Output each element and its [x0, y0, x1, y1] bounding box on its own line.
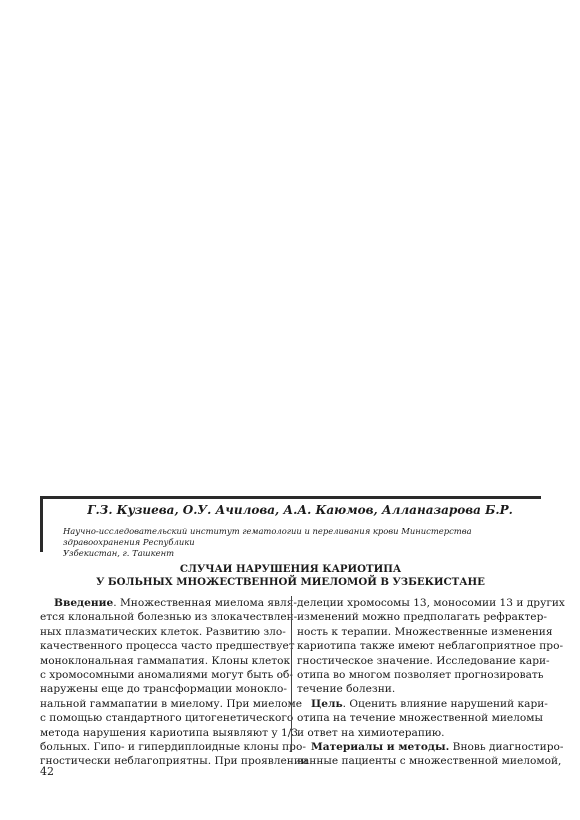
body-text-line: ных плазматических клеток. Развитию зло- — [40, 625, 286, 638]
body-text-line: изменений можно предполагать рефрактер- — [297, 611, 547, 624]
title-line: У БОЛЬНЫХ МНОЖЕСТВЕННОЙ МИЕЛОМОЙ В УЗБЕКИСТАНЕ — [96, 576, 485, 588]
header-frame-top-rule — [40, 496, 541, 499]
header-frame-left-rule — [40, 496, 43, 552]
body-text-line: течение болезни. — [297, 683, 396, 696]
intro-heading: Введение — [54, 597, 114, 609]
affiliation — [63, 526, 541, 559]
affiliation-line: Научно-исследовательский институт гематологии и переливания крови Министерства здравоохранения Республики — [63, 526, 472, 547]
methods-first-line — [297, 740, 564, 754]
body-text-line: нальной гаммапатии в миелому. При миеломе — [40, 697, 302, 710]
body-text-line: больных. Гипо- и гипердиплоидные клоны про- — [40, 740, 306, 753]
body-text-line: моноклональная гаммапатия. Клоны клеток — [40, 654, 291, 667]
affiliation-line: Узбекистан, г. Ташкент — [63, 548, 175, 558]
body-text-line: наружены еще до трансформации моноклo- — [40, 683, 287, 696]
body-text-line: отипа на течение множественной миеломы — [297, 712, 543, 725]
body-text-line: кариотипа также имеют неблагоприятное про- — [297, 640, 564, 653]
left-column — [40, 596, 308, 769]
methods-first-line-text: Вновь диагностиро- — [449, 740, 564, 753]
authors: Г.З. Кузиева, О.У. Ачилова, А.А. Каюмов, Алланазарова Б.Р. — [87, 503, 513, 517]
goal-first-line-text: . Оценить влияние нарушений кари- — [342, 697, 548, 710]
body-text-line: ность к терапии. Множественные изменения — [297, 625, 553, 638]
body-text-line: гностическое значение. Исследование кари- — [297, 654, 550, 667]
body-text-line: качественного процесса часто предшествует — [40, 640, 295, 653]
intro-first-line-text: . Множественная миелома явля- — [113, 597, 298, 609]
right-column — [297, 596, 565, 769]
column-divider — [291, 596, 292, 752]
page-number: 42 — [40, 765, 54, 778]
body-text-line: и ответ на химиотерапию. — [297, 726, 445, 739]
title-line: СЛУЧАИ НАРУШЕНИЯ КАРИОТИПА — [179, 563, 402, 575]
methods-heading: Материалы и методы. — [311, 740, 450, 753]
body-text-line: метода нарушения кариотипа выявляют у 1/3 — [40, 726, 299, 739]
intro-first-line — [40, 596, 298, 610]
body-text-line: ванные пациенты с множественной миеломой, — [297, 755, 562, 768]
body-text-line: делеции хромосомы 13, моносомии 13 и других — [297, 597, 565, 609]
article-title — [40, 563, 541, 589]
goal-heading: Цель — [311, 697, 343, 710]
body-text-line: ется клональной болезнью из злокачествлен- — [40, 611, 298, 624]
body-text-line: отипа во многом позволяет прогнозировать — [297, 668, 544, 681]
body-text-line: с хромосомными аномалиями могут быть об- — [40, 668, 293, 681]
body-text-line: с помощью стандартного цитогенетического — [40, 712, 294, 725]
goal-first-line — [297, 697, 548, 711]
body-text-line: гностически неблагоприятны. При проявлении — [40, 755, 308, 768]
